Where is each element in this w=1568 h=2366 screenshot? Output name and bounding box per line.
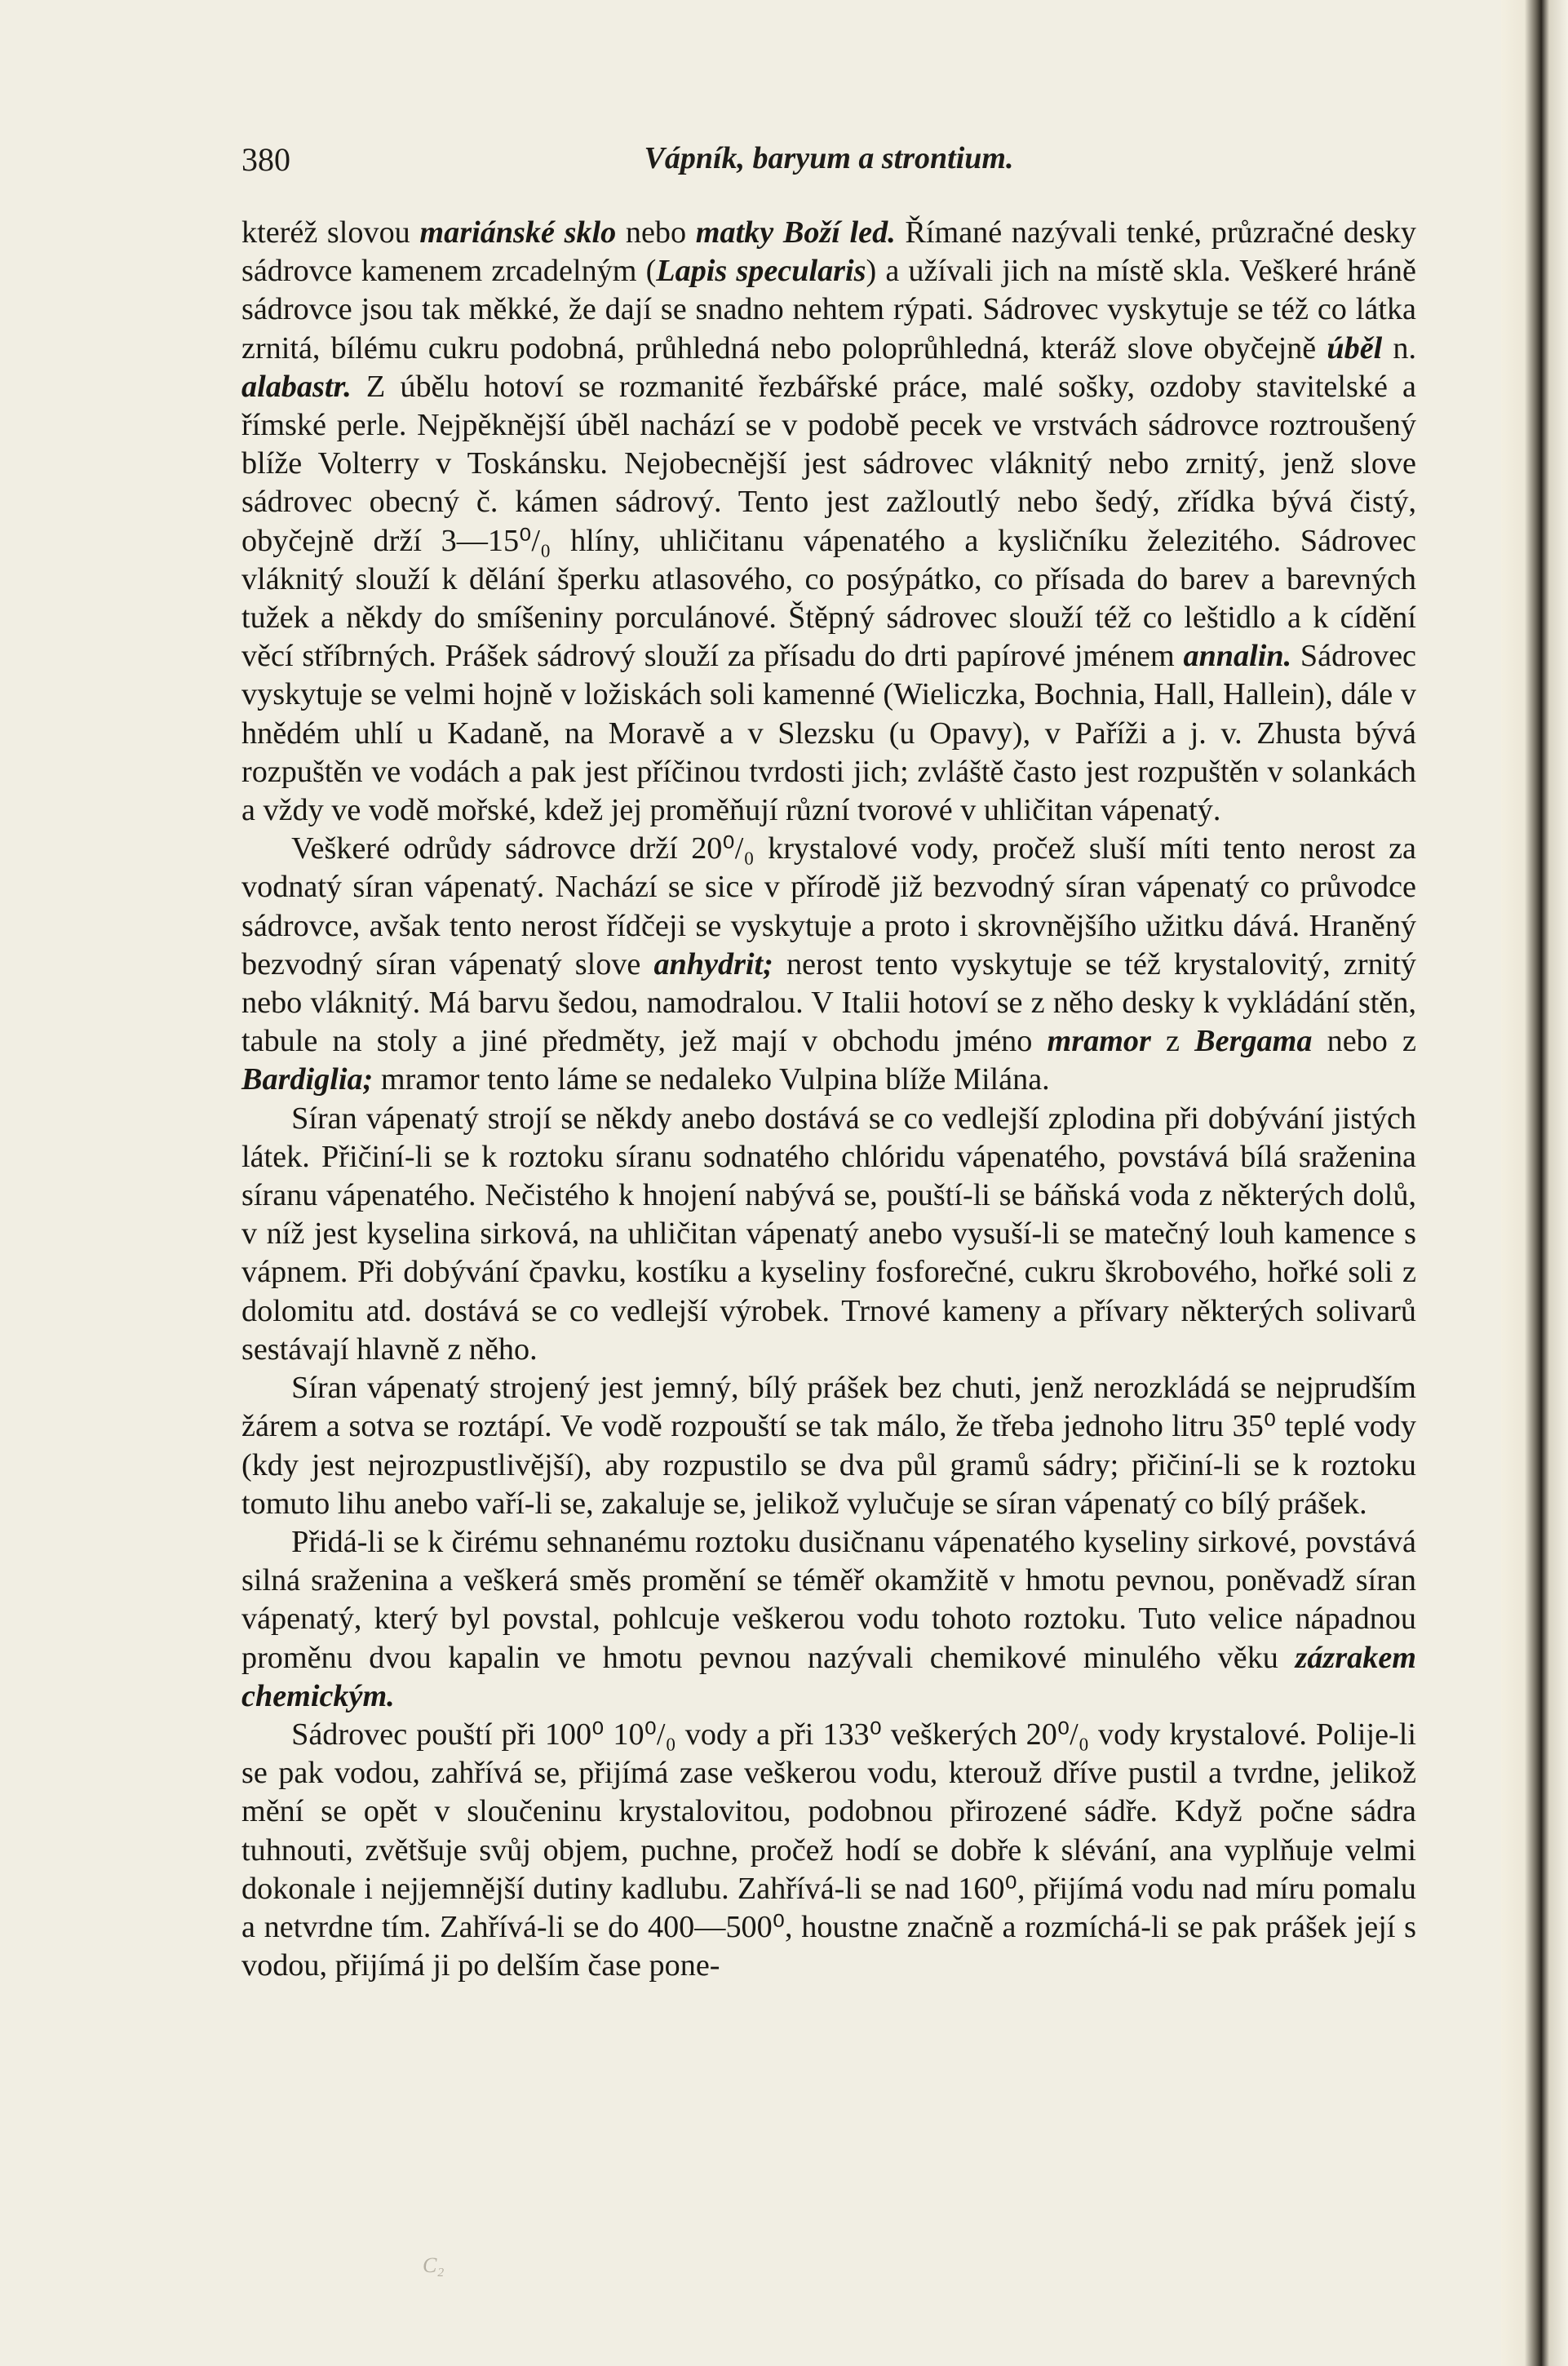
running-title: Vápník, baryum a strontium. (644, 141, 1014, 175)
paragraph (241, 1716, 1416, 1985)
text-run: Přidá-li se k čirému sehnanému roztoku dusičnanu vápenatého kyseliny sirkové, povstává silná sraženina a veškerá směs promění se téměř okamžitě v hmotu pevnou, poněvadž síran vápenatý, který byl povstal, pohlcuje veškerou vodu tohoto roztoku. Tuto velice nápadnou proměnu dvou kapalin ve hmotu pevnou nazývali chemikové minulého věku (241, 1524, 1416, 1675)
emphasis-term: Lapis specularis (656, 254, 866, 289)
text-run: Z úbělu hotoví se rozmanité řezbářské práce, malé sošky, ozdoby stavitelské a římské perle. Nejpěknější úběl nachází se v podobě pecek ve vrstvách sádrovce roztroušený blíže Volterry v Toskánsku. Nejobecnější jest sádrovec vláknitý nebo zrnitý, jenž slove sádrovec obecný č. kámen sádrový. Tento jest zažloutlý nebo šedý, zřídka bývá čistý, obyčejně drží 3—15⁰/₀ hlíny, uhličitanu vápenatého a kysličníku železitého. Sádrovec vláknitý slouží k dělání šperku atlasového, co posýpátko, co přísada do barev a barevných tužek a někdy do smíšeniny porculánové. Štěpný sádrovec slouží též co leštidlo a k cídění věcí stříbrných. Prášek sádrový slouží za přísadu do drti papírové jménem (241, 369, 1416, 674)
emphasis-term: Bergama (1194, 1024, 1313, 1059)
text-run: Veškeré odrůdy sádrovce drží 20⁰/₀ krystalové vody, pročež sluší míti tento nerost za vodnatý síran vápenatý. Nachází se sice v přírodě již bezvodný síran vápenatý co průvodce sádrovce, avšak tento nerost řídčeji se vyskytuje a proto i skrovnějšího užitku dává. Hraněný bezvodný síran vápenatý slove (241, 831, 1416, 981)
body-text (241, 214, 1416, 1985)
paragraph (241, 1369, 1416, 1523)
paragraph (241, 214, 1416, 830)
paragraph (241, 830, 1416, 1099)
page-edge-shadow (1501, 0, 1568, 2366)
text-run: mramor tento láme se nedaleko Vulpina blíže Milána. (373, 1062, 1050, 1097)
text-run: Síran vápenatý strojený jest jemný, bílý prášek bez chuti, jenž nerozkládá se nejprudším žárem a sotva se roztápí. Ve vodě rozpouští se tak málo, že třeba jednoho litru 35⁰ teplé vody (kdy jest nejrozpustlivější), aby rozpustilo se dva půl gramů sádry; přičiní-li se k roztoku tomuto lihu anebo vaří-li se, zakaluje se, jelikož vylučuje se síran vápenatý co bílý prášek. (241, 1371, 1416, 1521)
emphasis-term: mramor (1047, 1024, 1151, 1059)
emphasis-term: Bardiglia; (241, 1062, 374, 1097)
emphasis-term: úběl (1327, 330, 1383, 366)
text-run: Sádrovec pouští při 100⁰ 10⁰/₀ vody a při 133⁰ veškerých 20⁰/₀ vody krystalové. Polije-li se pak vodou, zahřívá se, přijímá zase veškerou vodu, kterouž dříve pustil a tvrdne, jelikož mění se opět v sloučeninu krystalovitou, podobnou přirozené sádře. Když počne sádra tuhnouti, zvětšuje svůj objem, puchne, pročež hodí se dobře k slévání, ana vyplňuje velmi dokonale i nejjemnější dutiny kadlubu. Zahřívá-li se nad 160⁰, přijímá vodu nad míru pomalu a netvrdne tím. Zahřívá-li se do 400—500⁰, houstne značně a rozmíchá-li se pak prášek její s vodou, přijímá ji po delším čase pone- (241, 1717, 1416, 1983)
emphasis-term: zázrakem chemickým. (241, 1640, 1416, 1713)
text-run: Sádrovec vyskytuje se velmi hojně v ložiskách soli kamenné (Wieliczka, Bochnia, Hall, Hallein), dále v hnědém uhlí u Kadaně, na Moravě a v Slezsku (u Opavy), v Paříži a j. v. Zhusta bývá rozpuštěn ve vodách a pak jest příčinou tvrdosti jich; zvláště často jest rozpuštěn v solankách a vždy ve vodě mořské, kdež jej proměňují různí tvorové v uhličitan vápenatý. (241, 639, 1416, 828)
emphasis-term: alabastr. (241, 369, 352, 404)
text-run: nerost tento vyskytuje se též krystalovitý, zrnitý nebo vláknitý. Má barvu šedou, namodralou. V Italii hotoví se z něho desky k vykládání stěn, tabule na stoly a jiné předměty, jež mají v obchodu jméno (241, 946, 1416, 1059)
footer-smudge: C₂ (423, 2253, 445, 2277)
emphasis-term: mariánské sklo (419, 215, 617, 250)
emphasis-term: anhydrit; (653, 946, 773, 981)
text-run: kteréž slovou (241, 215, 420, 250)
text-run: ) a užívali jich na místě skla. Veškeré hráně sádrovce jsou tak měkké, že dají se snadno nehtem rýpati. Sádrovec vyskytuje se též co látka zrnitá, bílému cukru podobná, průhledná nebo poloprůhledná, kteráž slove obyčejně (241, 254, 1416, 366)
paragraph (241, 1523, 1416, 1716)
text-run: nebo z (1312, 1024, 1416, 1059)
text-run: n. (1382, 330, 1417, 366)
paragraph (241, 1100, 1416, 1369)
text-run: Římané nazývali tenké, průzračné desky sádrovce kamenem zrcadelným ( (241, 215, 1416, 289)
page-header (241, 140, 1416, 189)
emphasis-term: matky Boží led. (695, 215, 896, 250)
text-run: z (1150, 1024, 1195, 1059)
page-number: 380 (241, 141, 290, 178)
text-run: nebo (616, 215, 696, 250)
text-run: Síran vápenatý strojí se někdy anebo dostává se co vedlejší zplodina při dobývání jistých látek. Přičiní-li se k roztoku síranu sodnatého chlóridu vápenatého, povstává bílá sraženina síranu vápenatého. Nečistého k hnojení nabývá se, pouští-li se báňská voda z některých dolů, v níž jest kyselina sirková, na uhličitan vápenatý anebo vysuší-li se matečný louh kamence s vápnem. Při dobývání čpavku, kostíku a kyseliny fosforečné, cukru škrobového, hořké soli z dolomitu atd. dostává se co vedlejší výrobek. Trnové kameny a přívary některých solivarů sestávají hlavně z něho. (241, 1101, 1416, 1367)
emphasis-term: annalin. (1183, 639, 1292, 674)
